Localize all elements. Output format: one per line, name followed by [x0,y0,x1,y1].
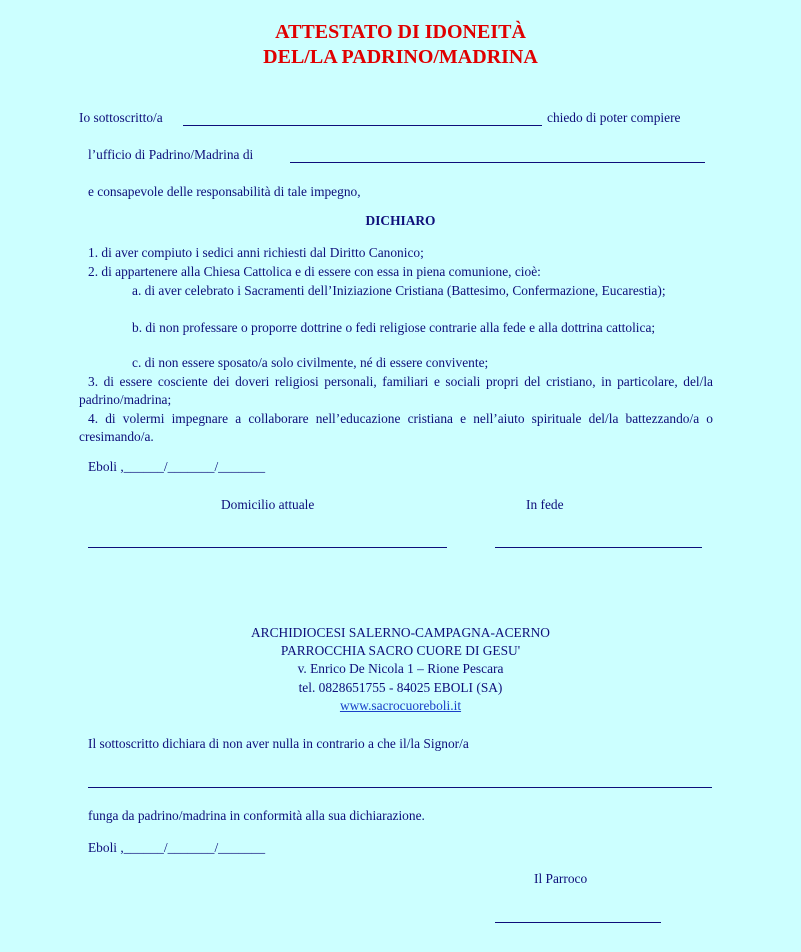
parish-name: PARROCCHIA SACRO CUORE DI GESU' [280,643,521,658]
declaration-item-3: 3. di essere cosciente dei doveri religiosi personali, familiari e sociali propri del cristiano, in particolare, del/la padrino/madrina; [79,374,713,407]
parroco-label: Il Parroco [534,871,588,886]
declaration-subitem-a: a. di aver celebrato i Sacramenti dell’Iniziazione Cristiana (Battesimo, Confermazione, Eucarestia); [132,283,666,298]
signature-blank-line[interactable] [495,547,702,548]
godchild-blank-line[interactable] [290,162,705,163]
intro-prefix: Io sottoscritto/a [79,110,163,125]
parish-address: v. Enrico De Nicola 1 – Rione Pescara [297,661,504,676]
document-title-line1: ATTESTATO DI IDONEITÀ [275,21,526,43]
declaration-heading: DICHIARO [365,213,436,228]
declaration-item-2: 2. di appartenere alla Chiesa Cattolica e di essere con essa in piena comunione, cioè: [88,264,541,279]
faith-label: In fede [526,497,564,512]
archdiocese-name: ARCHIDIOCESI SALERNO-CAMPAGNA-ACERNO [251,625,550,640]
parish-website-row [0,698,801,714]
conformity-text: funga da padrino/madrina in conformità alla sua dichiarazione. [88,808,425,823]
declaration-subitem-c: c. di non essere sposato/a solo civilmente, né di essere convivente; [132,355,489,370]
declaration-item-1: 1. di aver compiuto i sedici anni richiesti dal Diritto Canonico; [88,245,424,260]
domicile-blank-line[interactable] [88,547,447,548]
domicile-label: Domicilio attuale [221,497,315,512]
document-title-line2: DEL/LA PADRINO/MADRINA [263,46,538,68]
parroco-statement: Il sottoscritto dichiara di non aver nulla in contrario a che il/la Signor/a [88,736,469,751]
parish-website-link[interactable]: www.sacrocuoreboli.it [339,698,462,713]
date-field[interactable]: Eboli ,______/_______/_______ [88,459,266,474]
office-prefix: l’ufficio di Padrino/Madrina di [88,147,254,162]
parroco-signature-line[interactable] [495,922,661,923]
person-name-blank-line[interactable] [88,787,712,788]
parroco-date-field[interactable]: Eboli ,______/_______/_______ [88,840,266,855]
name-blank-line[interactable] [183,125,542,126]
declaration-subitem-b: b. di non professare o proporre dottrine o fedi religiose contrarie alla fede e alla dottrina cattolica; [132,320,656,335]
awareness-text: e consapevole delle responsabilità di tale impegno, [88,184,361,199]
parish-phone: tel. 0828651755 - 84025 EBOLI (SA) [298,680,503,695]
intro-suffix: chiedo di poter compiere [547,110,681,125]
declaration-item-4: 4. di volermi impegnare a collaborare nell’educazione cristiana e nell’aiuto spirituale del/la battezzando/a o cresimando/a. [79,411,713,444]
